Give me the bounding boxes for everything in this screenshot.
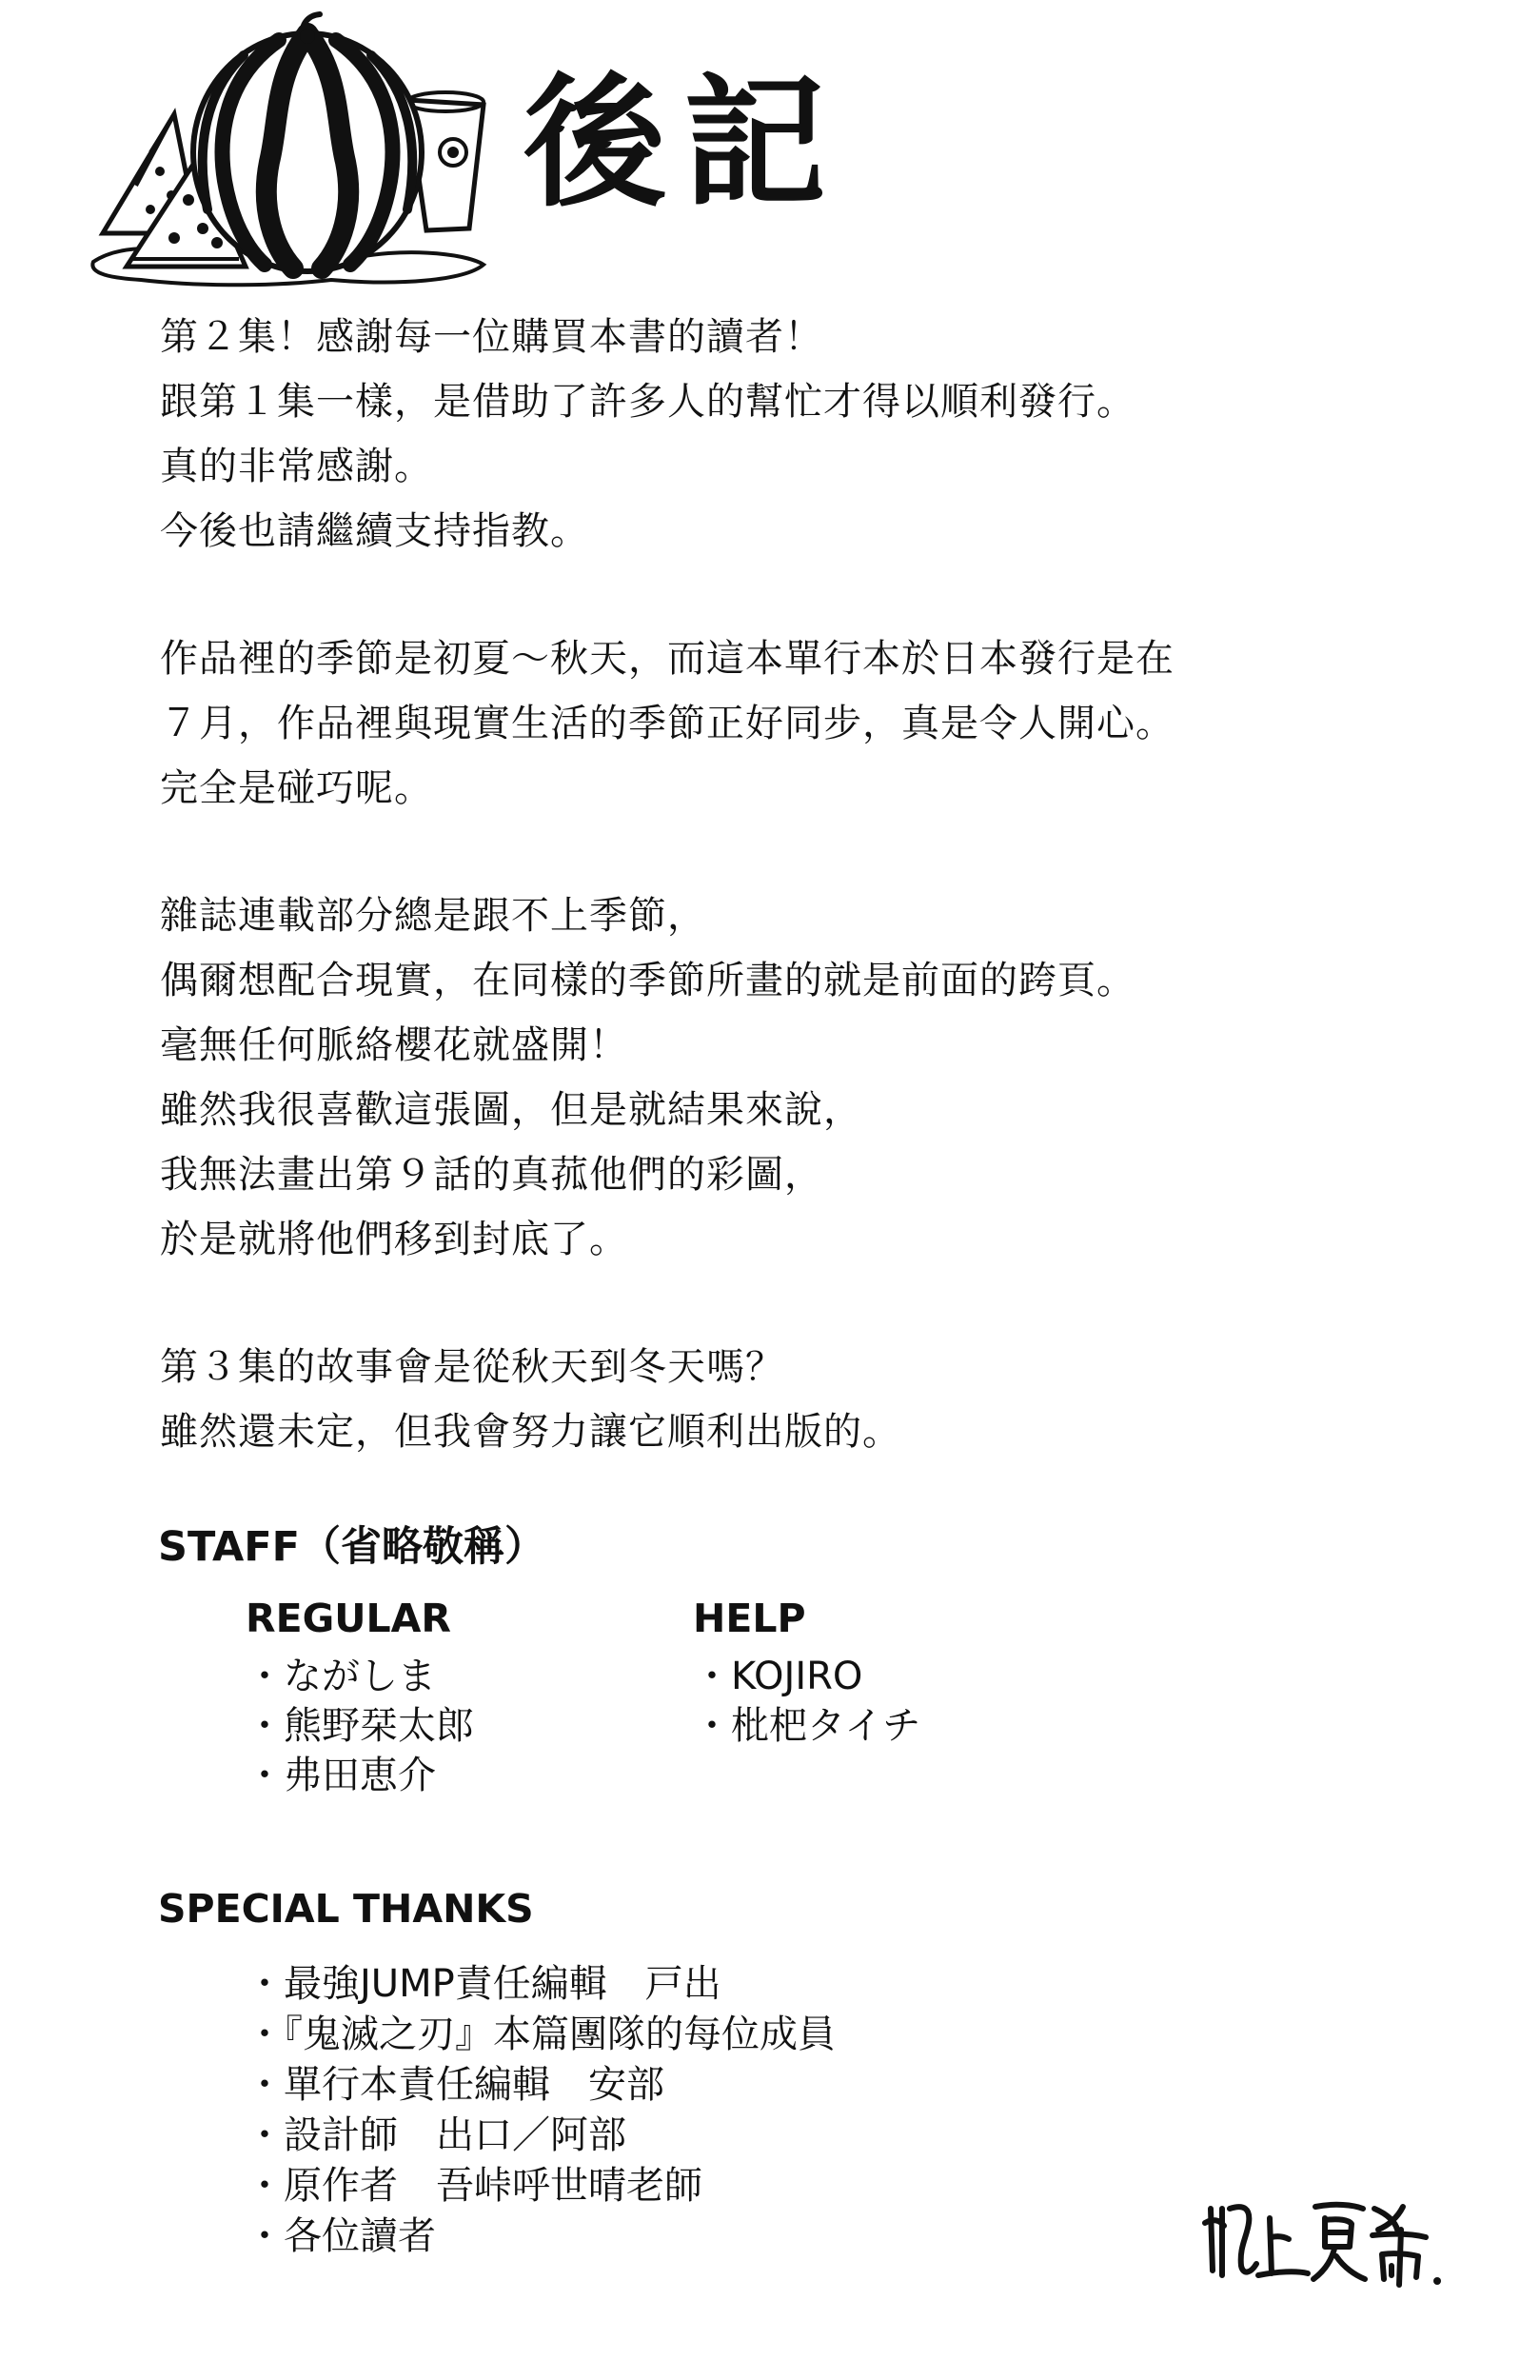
staff-regular-column [246,1596,474,1800]
text-line: 雜誌連載部分總是跟不上季節， [160,894,706,938]
staff-member: ・ながしま [246,1655,436,1698]
thanks-item: ・單行本責任編輯 安部 [246,2063,664,2107]
paragraph-4 [160,1335,1397,1464]
thanks-item: ・『鬼滅之刃』本篇團隊的每位成員 [246,2013,836,2056]
text-line: 第２集！感謝每一位購買本書的讀者！ [160,315,823,359]
handwritten-signature [1201,2180,1449,2294]
text-line: 偶爾想配合現實，在同樣的季節所畫的就是前面的跨頁。 [160,959,1135,1002]
thanks-item: ・各位讀者 [246,2214,436,2258]
staff-member: ・KOJIRO [693,1655,863,1698]
staff-member: ・枇杷タイチ [693,1704,921,1748]
text-line: 真的非常感謝。 [160,445,433,488]
special-thanks-heading: SPECIAL THANKS [158,1886,534,1932]
staff-member: ・弗田恵介 [246,1754,436,1797]
staff-member: ・熊野栞太郎 [246,1704,474,1748]
special-thanks-list [246,1959,836,2262]
watermelon-illustration [84,10,503,295]
staff-heading: STAFF（省略敬稱） [158,1523,545,1571]
text-line: 於是就將他們移到封底了。 [160,1218,628,1261]
thanks-item: ・原作者 吾峠呼世晴老師 [246,2164,702,2208]
regular-heading: REGULAR [246,1596,451,1641]
text-line: 我無法畫出第９話的真菰他們的彩圖， [160,1153,823,1197]
paragraph-1 [160,305,1397,564]
text-line: 雖然還未定，但我會努力讓它順利出版的。 [160,1410,901,1454]
staff-help-column [693,1596,921,1751]
text-line: ７月，作品裡與現實生活的季節正好同步，真是令人開心。 [160,702,1175,745]
thanks-item: ・設計師 出口／阿部 [246,2113,626,2157]
text-line: 今後也請繼續支持指教。 [160,509,589,553]
paragraph-3 [160,883,1397,1272]
text-line: 完全是碰巧呢。 [160,766,433,810]
help-heading: HELP [693,1596,806,1641]
text-line: 雖然我很喜歡這張圖，但是就結果來說， [160,1088,862,1132]
afterword-body [160,305,1397,1527]
thanks-item: ・最強JUMP責任編輯 戸出 [246,1962,721,2006]
page-title: 後記 [523,59,844,227]
paragraph-2 [160,626,1397,821]
text-line: 跟第１集一樣，是借助了許多人的幫忙才得以順利發行。 [160,380,1135,424]
text-line: 作品裡的季節是初夏～秋天，而這本單行本於日本發行是在 [160,637,1175,681]
text-line: 第３集的故事會是從秋天到冬天嗎？ [160,1345,784,1389]
text-line: 毫無任何脈絡櫻花就盛開！ [160,1023,628,1067]
